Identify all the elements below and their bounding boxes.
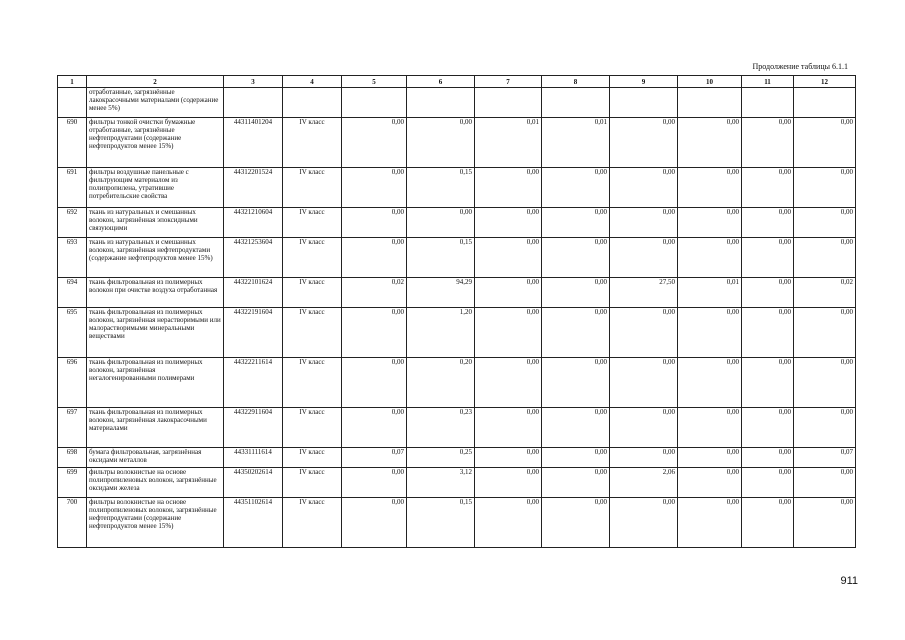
value-cell: 0,00 <box>407 208 475 238</box>
value-cell: 0,01 <box>542 118 610 168</box>
value-cell: 27,50 <box>610 278 678 308</box>
waste-code-cell: 44351102614 <box>224 498 283 548</box>
column-header: 3 <box>224 76 283 88</box>
value-cell: 0,00 <box>542 408 610 448</box>
table-row <box>58 408 856 448</box>
value-cell: 0,00 <box>678 448 742 468</box>
value-cell: 0,00 <box>742 168 794 208</box>
value-cell: 0,15 <box>407 168 475 208</box>
column-header: 2 <box>87 76 224 88</box>
value-cell: 0,00 <box>610 308 678 358</box>
value-cell <box>794 88 856 118</box>
hazard-class-cell: IV класс <box>283 498 342 548</box>
hazard-class-cell: IV класс <box>283 238 342 278</box>
value-cell: 0,00 <box>794 208 856 238</box>
value-cell: 94,29 <box>407 278 475 308</box>
value-cell: 0,00 <box>742 358 794 408</box>
value-cell: 0,00 <box>342 308 407 358</box>
header-row <box>58 76 856 88</box>
waste-name-cell: фильтры воздушные панельные с фильтрующим материалом из полипропилена, утратившие потребительские свойства <box>87 168 224 208</box>
value-cell: 0,00 <box>542 168 610 208</box>
value-cell: 0,00 <box>794 408 856 448</box>
waste-name-cell: бумага фильтровальная, загрязнённая оксидами металлов <box>87 448 224 468</box>
waste-code-cell: 44331111614 <box>224 448 283 468</box>
value-cell: 0,00 <box>742 498 794 548</box>
value-cell: 0,00 <box>542 208 610 238</box>
column-header: 4 <box>283 76 342 88</box>
value-cell: 0,07 <box>342 448 407 468</box>
value-cell: 0,15 <box>407 238 475 278</box>
waste-table <box>57 75 856 548</box>
value-cell: 0,00 <box>610 448 678 468</box>
value-cell: 0,00 <box>678 208 742 238</box>
table-row <box>58 118 856 168</box>
value-cell: 0,25 <box>407 448 475 468</box>
value-cell: 0,00 <box>542 278 610 308</box>
value-cell: 0,00 <box>678 168 742 208</box>
value-cell: 0,02 <box>342 278 407 308</box>
value-cell: 0,00 <box>794 168 856 208</box>
value-cell: 0,00 <box>794 468 856 498</box>
value-cell: 0,00 <box>794 118 856 168</box>
waste-code-cell: 44322191604 <box>224 308 283 358</box>
column-header: 6 <box>407 76 475 88</box>
waste-code-cell: 44322101624 <box>224 278 283 308</box>
waste-name-cell: ткань из натуральных и смешанных волокон, загрязнённая нефтепродуктами (содержание нефтепродуктов менее 15%) <box>87 238 224 278</box>
hazard-class-cell: IV класс <box>283 448 342 468</box>
table-row <box>58 88 856 118</box>
waste-code-cell: 44321210604 <box>224 208 283 238</box>
hazard-class-cell: IV класс <box>283 468 342 498</box>
value-cell <box>542 88 610 118</box>
column-header: 1 <box>58 76 87 88</box>
value-cell: 0,00 <box>475 448 542 468</box>
value-cell: 0,00 <box>742 278 794 308</box>
value-cell: 0,00 <box>742 408 794 448</box>
value-cell: 0,07 <box>794 448 856 468</box>
value-cell: 0,00 <box>342 468 407 498</box>
waste-code-cell: 44322911604 <box>224 408 283 448</box>
waste-name-cell: фильтры тонкой очистки бумажные отработанные, загрязнённые нефтепродуктами (содержание нефтепродуктов менее 15%) <box>87 118 224 168</box>
column-header: 9 <box>610 76 678 88</box>
value-cell: 0,00 <box>342 498 407 548</box>
row-number-cell: 696 <box>58 358 87 408</box>
value-cell: 0,00 <box>678 308 742 358</box>
table-row <box>58 308 856 358</box>
value-cell: 0,00 <box>342 238 407 278</box>
value-cell: 0,00 <box>678 118 742 168</box>
hazard-class-cell: IV класс <box>283 118 342 168</box>
value-cell: 0,00 <box>475 408 542 448</box>
value-cell: 0,00 <box>342 408 407 448</box>
value-cell: 0,00 <box>678 408 742 448</box>
value-cell: 0,00 <box>742 208 794 238</box>
value-cell: 0,00 <box>742 468 794 498</box>
value-cell: 0,00 <box>794 498 856 548</box>
value-cell: 0,00 <box>610 118 678 168</box>
hazard-class-cell: IV класс <box>283 308 342 358</box>
table-row <box>58 468 856 498</box>
waste-code-cell: 44350202614 <box>224 468 283 498</box>
column-header: 12 <box>794 76 856 88</box>
value-cell: 0,00 <box>475 308 542 358</box>
value-cell: 0,00 <box>610 408 678 448</box>
page-number: 911 <box>840 575 858 587</box>
waste-code-cell: 44322211614 <box>224 358 283 408</box>
column-header: 8 <box>542 76 610 88</box>
row-number-cell: 693 <box>58 238 87 278</box>
hazard-class-cell: IV класс <box>283 358 342 408</box>
waste-name-cell: ткань из натуральных и смешанных волокон, загрязнённая эпоксидными связующими <box>87 208 224 238</box>
table-row <box>58 168 856 208</box>
waste-code-cell: 44311401204 <box>224 118 283 168</box>
value-cell: 0,00 <box>742 118 794 168</box>
value-cell: 0,00 <box>610 498 678 548</box>
value-cell <box>475 88 542 118</box>
value-cell: 0,00 <box>475 208 542 238</box>
waste-name-cell: ткань фильтровальная из полимерных волокон, загрязнённая негалогенированными полимерами <box>87 358 224 408</box>
waste-name-cell: фильтры волокнистые на основе полипропиленовых волокон, загрязнённые оксидами железа <box>87 468 224 498</box>
hazard-class-cell: IV класс <box>283 278 342 308</box>
table-row <box>58 498 856 548</box>
waste-name-cell: ткань фильтровальная из полимерных волокон, загрязнённая нерастворимыми или малорастворимыми минеральными веществами <box>87 308 224 358</box>
value-cell: 0,20 <box>407 358 475 408</box>
hazard-class-cell: IV класс <box>283 408 342 448</box>
row-number-cell: 699 <box>58 468 87 498</box>
value-cell: 0,00 <box>475 238 542 278</box>
value-cell: 0,00 <box>678 238 742 278</box>
waste-code-cell: 44312201524 <box>224 168 283 208</box>
waste-code-cell: 44321253604 <box>224 238 283 278</box>
hazard-class-cell: IV класс <box>283 208 342 238</box>
value-cell: 0,00 <box>794 308 856 358</box>
value-cell: 0,00 <box>475 498 542 548</box>
column-header: 11 <box>742 76 794 88</box>
value-cell: 0,00 <box>610 358 678 408</box>
value-cell: 1,20 <box>407 308 475 358</box>
table-row <box>58 358 856 408</box>
value-cell <box>678 88 742 118</box>
value-cell: 0,00 <box>678 468 742 498</box>
value-cell: 0,00 <box>475 168 542 208</box>
waste-name-cell: ткань фильтровальная из полимерных волокон, загрязнённая лакокрасочными материалами <box>87 408 224 448</box>
value-cell: 0,00 <box>794 238 856 278</box>
value-cell: 0,00 <box>342 118 407 168</box>
value-cell: 0,01 <box>475 118 542 168</box>
waste-name-cell: фильтры волокнистые на основе полипропиленовых волокон, загрязнённые нефтепродуктами (содержание нефтепродуктов менее 15%) <box>87 498 224 548</box>
value-cell: 0,00 <box>407 118 475 168</box>
value-cell: 0,00 <box>475 278 542 308</box>
row-number-cell <box>58 88 87 118</box>
value-cell: 0,00 <box>742 238 794 278</box>
row-number-cell: 692 <box>58 208 87 238</box>
row-number-cell: 690 <box>58 118 87 168</box>
value-cell: 0,00 <box>542 358 610 408</box>
waste-name-cell: отработанные, загрязнённые лакокрасочными материалами (содержание менее 5%) <box>87 88 224 118</box>
table-body <box>58 88 856 548</box>
waste-name-cell: ткань фильтровальная из полимерных волокон при очистке воздуха отработанная <box>87 278 224 308</box>
hazard-class-cell <box>283 88 342 118</box>
table-row <box>58 448 856 468</box>
value-cell: 0,00 <box>475 358 542 408</box>
value-cell: 0,00 <box>742 308 794 358</box>
value-cell: 0,00 <box>610 208 678 238</box>
value-cell <box>610 88 678 118</box>
value-cell: 0,00 <box>542 238 610 278</box>
value-cell: 0,00 <box>678 358 742 408</box>
value-cell: 2,06 <box>610 468 678 498</box>
value-cell: 0,23 <box>407 408 475 448</box>
value-cell: 3,12 <box>407 468 475 498</box>
row-number-cell: 697 <box>58 408 87 448</box>
column-header: 5 <box>342 76 407 88</box>
table-caption: Продолжение таблицы 6.1.1 <box>752 62 848 71</box>
value-cell: 0,00 <box>475 468 542 498</box>
row-number-cell: 694 <box>58 278 87 308</box>
value-cell: 0,15 <box>407 498 475 548</box>
value-cell: 0,00 <box>542 448 610 468</box>
row-number-cell: 700 <box>58 498 87 548</box>
row-number-cell: 695 <box>58 308 87 358</box>
column-header: 10 <box>678 76 742 88</box>
value-cell: 0,00 <box>542 308 610 358</box>
value-cell <box>742 88 794 118</box>
value-cell: 0,00 <box>742 448 794 468</box>
value-cell: 0,02 <box>794 278 856 308</box>
waste-code-cell <box>224 88 283 118</box>
row-number-cell: 698 <box>58 448 87 468</box>
row-number-cell: 691 <box>58 168 87 208</box>
value-cell <box>407 88 475 118</box>
value-cell: 0,00 <box>342 358 407 408</box>
value-cell: 0,00 <box>542 498 610 548</box>
column-header: 7 <box>475 76 542 88</box>
value-cell <box>342 88 407 118</box>
value-cell: 0,00 <box>678 498 742 548</box>
value-cell: 0,00 <box>542 468 610 498</box>
value-cell: 0,00 <box>610 238 678 278</box>
value-cell: 0,01 <box>678 278 742 308</box>
value-cell: 0,00 <box>342 208 407 238</box>
value-cell: 0,00 <box>794 358 856 408</box>
table-row <box>58 208 856 238</box>
value-cell: 0,00 <box>610 168 678 208</box>
table-row <box>58 278 856 308</box>
value-cell: 0,00 <box>342 168 407 208</box>
hazard-class-cell: IV класс <box>283 168 342 208</box>
table-row <box>58 238 856 278</box>
